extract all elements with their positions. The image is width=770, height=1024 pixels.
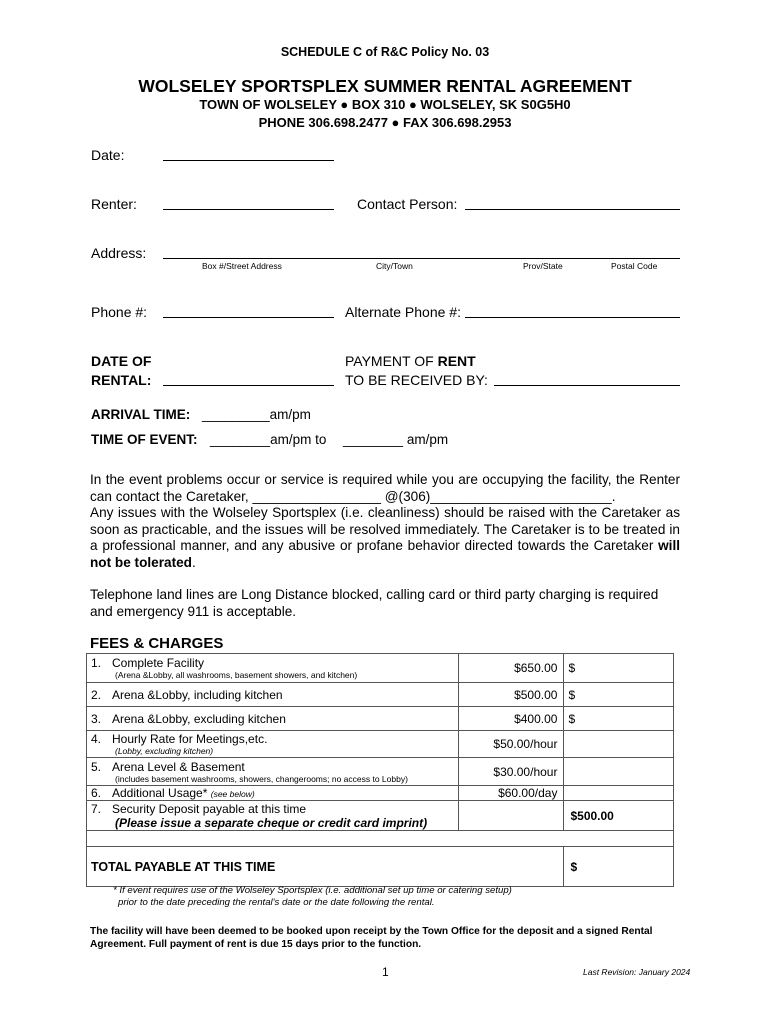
fee-row-arena-basement — [87, 758, 674, 786]
footnote-line-2: prior to the date preceding the rental's date or the date following the rental. — [118, 897, 435, 908]
total-pay-field[interactable]: $ — [564, 847, 674, 887]
fee-pay-field[interactable] — [564, 758, 674, 786]
fee-row-arena-lobby-no-kitchen — [87, 707, 674, 731]
arrival-time-field[interactable]: _________am/pm — [202, 407, 311, 422]
fee-number: 6. — [91, 786, 102, 800]
fee-amount — [459, 801, 564, 831]
fee-desc — [87, 758, 459, 786]
caretaker-issues-main: Any issues with the Wolseley Sportsplex (i.e. cleanliness) should be raised with the Caretaker as soon as practicable, and the issues will be resolved immediately. The Caretaker is to be treated in a professional manner, and any abusive or profane behavior directed towards the Caretaker — [90, 505, 680, 553]
fee-desc — [87, 786, 459, 801]
fee-spacer-row — [87, 831, 674, 847]
rent-text: RENT — [437, 353, 476, 369]
fee-sub: (Lobby, excluding kitchen) — [115, 746, 214, 756]
fee-label: Arena &Lobby, including kitchen — [112, 687, 283, 702]
fee-number: 3. — [91, 711, 102, 726]
phone-label: Phone #: — [91, 304, 148, 320]
footnote-line-1: * If event requires use of the Wolseley Sportsplex (i.e. additional set up time or catering setup) — [113, 885, 512, 896]
total-label: TOTAL PAYABLE AT THIS TIME — [87, 847, 564, 887]
fee-pay-field[interactable]: $ — [564, 707, 674, 731]
address-sub-street: Box #/Street Address — [202, 261, 282, 271]
fee-pay-field[interactable]: $500.00 — [564, 801, 674, 831]
fee-label: Arena &Lobby, excluding kitchen — [112, 711, 286, 726]
to-be-received-label: TO BE RECEIVED BY: — [345, 372, 488, 388]
document-title: WOLSELEY SPORTSPLEX SUMMER RENTAL AGREEMENT — [138, 76, 632, 96]
fee-row-complete-facility — [87, 654, 674, 683]
booking-notice: The facility will have been deemed to be booked upon receipt by the Town Office for the deposit and a signed Rental Agreement. Full payment of rent is due 15 days prior to the function. — [90, 926, 653, 950]
page-number: 1 — [382, 965, 389, 979]
fee-desc — [87, 731, 459, 758]
date-of-label: DATE OF — [91, 353, 152, 369]
caretaker-contact-text: In the event problems occur or service is required while you are occupying the facility, the Renter can contact the Caretaker, _________________ @(306)________________________. — [90, 472, 680, 504]
renter-label: Renter: — [91, 196, 137, 212]
address-sub-postal: Postal Code — [611, 261, 658, 271]
time-of-event-label: TIME OF EVENT: — [91, 432, 198, 447]
fee-amount: $400.00 — [459, 707, 564, 731]
fee-pay-field[interactable] — [564, 786, 674, 801]
fee-sub: (see below) — [210, 789, 255, 799]
fees-heading: FEES & CHARGES — [90, 635, 224, 652]
payment-of-text: PAYMENT OF — [345, 353, 438, 369]
fee-number: 2. — [91, 687, 102, 702]
alternate-phone-label: Alternate Phone #: — [345, 304, 461, 320]
phone-field[interactable] — [163, 317, 334, 318]
date-label: Date: — [91, 147, 125, 163]
fee-amount: $500.00 — [459, 683, 564, 707]
event-end-field[interactable]: ________ am/pm — [343, 432, 449, 447]
fee-label: Additional Usage* — [112, 786, 208, 800]
fee-label: Complete Facility — [112, 656, 205, 670]
fee-row-additional-usage — [87, 786, 674, 801]
fee-amount: $30.00/hour — [459, 758, 564, 786]
revision-date: Last Revision: January 2024 — [583, 967, 691, 977]
fee-pay-field[interactable]: $ — [564, 654, 674, 683]
fee-desc — [87, 654, 459, 683]
date-field[interactable] — [163, 160, 334, 161]
not-tolerated-text: will not be tolerated — [90, 538, 680, 570]
renter-field[interactable] — [163, 209, 334, 210]
address-sub-prov: Prov/State — [523, 261, 563, 271]
address-sub-city: City/Town — [376, 261, 413, 271]
rental-label: RENTAL: — [91, 372, 152, 388]
fee-desc — [87, 801, 459, 831]
fee-pay-field[interactable]: $ — [564, 683, 674, 707]
fee-row-arena-lobby-kitchen — [87, 683, 674, 707]
fee-label: Arena Level & Basement — [112, 759, 245, 774]
payment-of-rent-label — [345, 353, 476, 369]
address-field[interactable] — [163, 258, 680, 259]
address-label: Address: — [91, 245, 147, 261]
fee-number: 7. — [91, 801, 102, 816]
payment-received-field[interactable] — [494, 385, 680, 386]
fee-pay-field[interactable] — [564, 731, 674, 758]
fee-label: Hourly Rate for Meetings,etc. — [112, 732, 268, 746]
fee-number: 1. — [91, 656, 102, 670]
caretaker-paragraph — [90, 472, 680, 571]
fee-sub: (includes basement washrooms, showers, changerooms; no access to Lobby) — [115, 773, 408, 784]
fee-row-security-deposit — [87, 801, 674, 831]
contact-person-field[interactable] — [465, 209, 680, 210]
fee-amount: $50.00/hour — [459, 731, 564, 758]
town-phone-fax: PHONE 306.698.2477 ● FAX 306.698.2953 — [258, 115, 512, 130]
fee-label: Security Deposit payable at this time — [112, 801, 307, 816]
alternate-phone-field[interactable] — [465, 317, 680, 318]
caretaker-issues-end: . — [191, 554, 196, 570]
town-address: TOWN OF WOLSELEY ● BOX 310 ● WOLSELEY, SK S0G5H0 — [199, 97, 571, 112]
rental-date-field[interactable] — [163, 385, 334, 386]
schedule-heading: SCHEDULE C of R&C Policy No. 03 — [280, 45, 490, 59]
arrival-time-label: ARRIVAL TIME: — [91, 407, 191, 422]
telephone-paragraph: Telephone land lines are Long Distance blocked, calling card or third party charging is required and emergency 911 is acceptable. — [90, 587, 659, 619]
caretaker-issues-text — [90, 505, 680, 571]
fee-number: 4. — [91, 732, 102, 746]
fees-table — [86, 653, 674, 887]
fee-spacer — [87, 831, 674, 847]
fee-desc — [87, 683, 459, 707]
fee-desc — [87, 707, 459, 731]
event-start-field[interactable]: ________am/pm to — [210, 432, 327, 447]
fee-sub: (Arena &Lobby, all washrooms, basement showers, and kitchen) — [115, 670, 358, 680]
fee-row-total — [87, 847, 674, 887]
fee-row-hourly-meetings — [87, 731, 674, 758]
fee-number: 5. — [91, 759, 102, 774]
fee-sub: (Please issue a separate cheque or credit card imprint) — [115, 815, 428, 830]
contact-person-label: Contact Person: — [357, 196, 458, 212]
fee-amount: $650.00 — [459, 654, 564, 683]
fee-amount: $60.00/day — [459, 786, 564, 801]
